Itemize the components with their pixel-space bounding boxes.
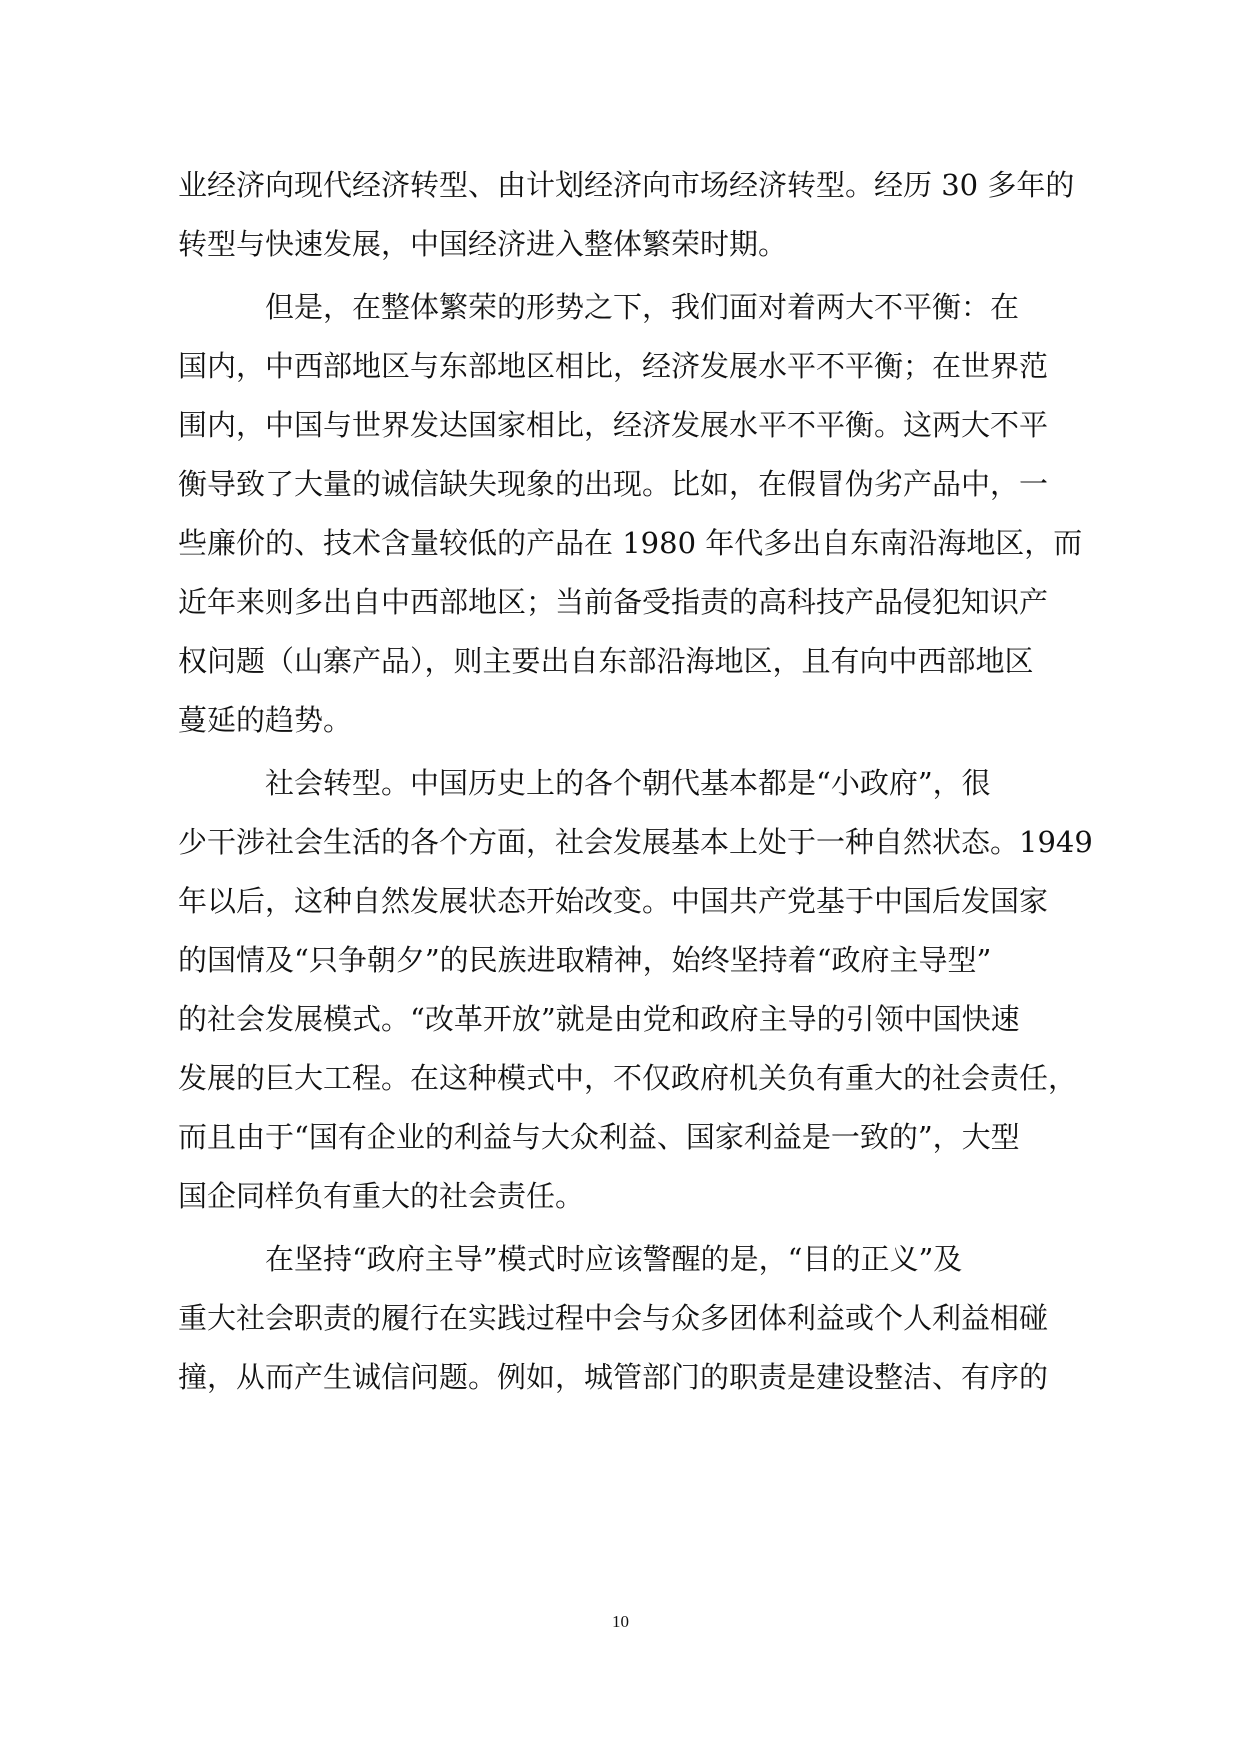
text-line: 些廉价的、技术含量较低的产品在 1980 年代多出自东南沿海地区，而 <box>178 526 1083 560</box>
text-line: 国企同样负有重大的社会责任。 <box>178 1179 585 1213</box>
text-line: 的社会发展模式。“改革开放”就是由党和政府主导的引领中国快速 <box>178 1002 1020 1036</box>
text-line: 撞，从而产生诚信问题。例如，城管部门的职责是建设整洁、有序的 <box>178 1360 1049 1394</box>
text-line: 发展的巨大工程。在这种模式中，不仅政府机关负有重大的社会责任， <box>178 1061 1078 1095</box>
text-line: 业经济向现代经济转型、由计划经济向市场经济转型。经历 30 多年的 <box>178 168 1075 202</box>
text-line: 而且由于“国有企业的利益与大众利益、国家利益是一致的”，大型 <box>178 1120 1020 1154</box>
text-line: 蔓延的趋势。 <box>178 703 353 737</box>
text-line: 国内，中西部地区与东部地区相比，经济发展水平不平衡；在世界范 <box>178 349 1049 383</box>
text-line: 权问题（山寨产品），则主要出自东部沿海地区，且有向中西部地区 <box>178 644 1034 678</box>
text-line: 衡导致了大量的诚信缺失现象的出现。比如，在假冒伪劣产品中，一 <box>178 467 1049 501</box>
text-line: 转型与快速发展，中国经济进入整体繁荣时期。 <box>178 227 788 261</box>
text-line: 围内，中国与世界发达国家相比，经济发展水平不平衡。这两大不平 <box>178 408 1049 442</box>
text-line: 重大社会职责的履行在实践过程中会与众多团体利益或个人利益相碰 <box>178 1301 1049 1335</box>
text-line: 在坚持“政府主导”模式时应该警醒的是，“目的正义”及 <box>178 1242 963 1276</box>
text-line: 年以后，这种自然发展状态开始改变。中国共产党基于中国后发国家 <box>178 884 1049 918</box>
text-line: 但是，在整体繁荣的形势之下，我们面对着两大不平衡：在 <box>178 290 1020 324</box>
text-line: 近年来则多出自中西部地区；当前备受指责的高科技产品侵犯知识产 <box>178 585 1049 619</box>
text-line: 的国情及“只争朝夕”的民族进取精神，始终坚持着“政府主导型” <box>178 943 992 977</box>
text-line: 社会转型。中国历史上的各个朝代基本都是“小政府”，很 <box>178 766 991 800</box>
page-number: 10 <box>612 1612 629 1631</box>
text-line: 少干涉社会生活的各个方面，社会发展基本上处于一种自然状态。1949 <box>178 825 1093 859</box>
